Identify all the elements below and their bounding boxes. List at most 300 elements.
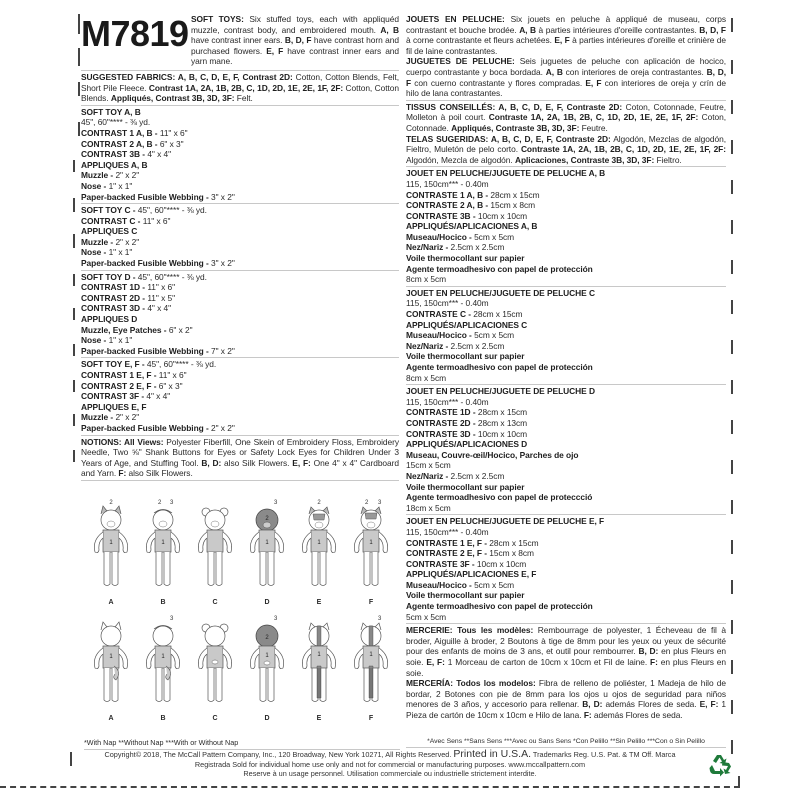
jouet-d-section <box>406 386 726 515</box>
notions-text: Fibra de relleno de poliéster, 1 Madeja de hilo de bordar, 2 Botones con pie de 8mm para los ojos u ojos de seguridad para niños menores de 3 años, y accesorio para rellenar. <box>406 678 726 710</box>
cut-mark <box>731 220 733 234</box>
technical-drawings <box>84 496 400 734</box>
contrast-value: 4" x 4" <box>147 149 172 160</box>
applique-label: Nez/Nariz - <box>406 340 451 351</box>
description-text: à parties intérieures d'oreille contrastantes. <box>536 24 700 35</box>
toy-view-c-back <box>192 612 238 722</box>
webbing-label-fr: Voile thermocollant sur papier <box>406 590 525 601</box>
soft-toy-ab-section <box>81 107 399 204</box>
yardage: 45", 60"**** - ⅜ yd. <box>146 359 217 370</box>
webbing-label-es: Agente termoadhesivo con papel de protección <box>406 362 593 372</box>
webbing-label: Paper-backed Fusible Webbing - <box>81 258 211 269</box>
contrast-value: 10cm x 10cm <box>476 558 527 569</box>
contrast-label: CONTRAST C - <box>81 215 143 226</box>
applique-title: APPLIQUÉS/APLICACIONES E, F <box>406 569 537 580</box>
toy-c-back-icon <box>192 612 238 708</box>
toy-view-f-back <box>348 612 394 722</box>
description-text: Six stuffed toys, each with appliquéd muzzle, contrast body, and embroidered mouth. <box>191 14 399 35</box>
view-label: C <box>212 599 218 606</box>
recycle-icon <box>708 752 734 778</box>
svg-text:2: 2 <box>365 500 369 506</box>
cut-mark <box>731 700 733 714</box>
view-ref: A, B <box>545 66 563 77</box>
cut-mark <box>731 500 733 514</box>
webbing-value: 8cm x 5cm <box>406 274 447 285</box>
view-ref: E, F <box>266 45 284 56</box>
fabrics-label: TISSUS CONSEILLÉS: A, B, C, D, E, F, Contraste 2D: <box>406 101 623 112</box>
applique-value: 2.5cm x 2.5cm <box>450 242 505 253</box>
usage-notice: Registrada Sold for individual home use only and not for commercial or manufacturing purposes. www.mccallpattern.com <box>194 759 586 769</box>
back-views <box>84 612 400 722</box>
yardage: 45", 60"**** - ⅜ yd. <box>137 205 207 216</box>
toy-view-c-front <box>192 496 238 606</box>
contrast-value: 11" x 6" <box>147 282 176 293</box>
contrast-value: 15cm x 8cm <box>490 200 536 211</box>
contrast-value: 11" x 6" <box>159 127 188 138</box>
contrast-label: CONTRAST 1 E, F - <box>81 370 159 380</box>
description-text: have contrast horn and purchased flowers. <box>191 35 400 56</box>
view-ref: B, D, F <box>699 24 727 35</box>
contrast-label: CONTRAST 3B - <box>81 149 148 160</box>
notions-text: además Flores de seda. <box>602 699 700 710</box>
applique-label: Nose - <box>81 180 109 191</box>
section-title: JOUET EN PELUCHE/JUGUETE DE PELUCHE C <box>406 287 595 298</box>
notions-text: Polyester Fiberfill, One Skein of Embroidery Floss, Embroidery Needle, Two ⅝" Shank Buttons for Eyes or Safety Lock Eyes for Children Under 3 Years of Age, and Stuffing Tool. <box>81 436 399 468</box>
applique-label: Museau/Hocico - <box>406 231 475 242</box>
svg-text:1: 1 <box>161 654 165 660</box>
applique-value: 15cm x 5cm <box>406 460 451 471</box>
contrast-label: CONTRASTE C - <box>406 309 474 320</box>
view-label: C <box>212 715 218 722</box>
applique-label: Nose - <box>81 335 109 346</box>
view-label: E <box>316 599 322 606</box>
nap-footnote-fr-es: *Avec Sens **Sans Sens ***Avec ou Sans Sens *Con Pelillo **Sin Pelillo ***Con o Sin Pelillo <box>406 738 726 748</box>
spanish-description <box>406 56 726 100</box>
cut-mark <box>73 344 75 356</box>
description-text: have contrast inner ears. <box>191 35 285 46</box>
jouet-c-section <box>406 288 726 385</box>
contrast-label: CONTRAST 3F - <box>81 391 147 402</box>
view-label: F <box>368 715 374 722</box>
svg-text:1: 1 <box>265 540 269 546</box>
cut-mark <box>73 308 75 320</box>
applique-label: Museau/Hocico - <box>406 330 475 341</box>
notions-label: MERCERIE: Tous les modèles: <box>406 625 534 636</box>
fabrics-text: Felt. <box>234 93 253 104</box>
fabrics-label: Appliqués, Contrast 3B, 3D, 3F: <box>110 93 235 104</box>
view-ref: B, D, F <box>406 66 726 88</box>
applique-value: 2.5cm x 2.5cm <box>450 470 505 481</box>
view-label: D <box>264 599 270 606</box>
webbing-label: Paper-backed Fusible Webbing - <box>81 422 211 433</box>
applique-value: 2" x 2" <box>115 170 140 181</box>
applique-label: Museau, Couvre-œil/Hocico, Parches de ojo <box>406 449 579 460</box>
description-text: con cuerno contrastante y flores compradas. <box>411 77 586 88</box>
webbing-value: 3" x 2" <box>211 191 235 202</box>
printed-in-usa: Printed in U.S.A. <box>453 748 532 760</box>
view-ref: B, D: <box>638 646 659 657</box>
view-label: B <box>160 599 166 606</box>
view-ref: F: <box>650 657 658 668</box>
webbing-label-es: Agente termoadhesivo con papel de protección <box>406 601 593 612</box>
soft-toy-c-section <box>81 205 399 271</box>
view-ref: E, F: <box>292 457 311 468</box>
toy-c-front-icon <box>192 496 238 592</box>
toy-b-front-icon <box>140 496 186 592</box>
cut-mark <box>731 460 733 474</box>
yardage: 45", 60"**** - ⅜ yd. <box>81 117 151 128</box>
contrast-label: CONTRASTE 1 A, B - <box>406 189 491 200</box>
svg-text:3: 3 <box>378 616 382 622</box>
cut-mark <box>73 198 75 212</box>
cut-mark <box>731 340 733 354</box>
svg-text:2: 2 <box>158 500 162 506</box>
yardage: 115, 150cm*** - 0.40m <box>406 178 489 189</box>
fabrics-label: TELAS SUGERIDAS: A, B, C, D, E, F, Contraste 2D: <box>406 133 611 144</box>
applique-label: Muzzle, Eye Patches - <box>81 324 169 335</box>
contrast-label: CONTRASTE 3B - <box>406 210 478 221</box>
copyright-footer <box>70 750 710 779</box>
description-label: JUGUETES DE PELUCHE: <box>406 56 515 67</box>
svg-text:1: 1 <box>109 540 113 546</box>
french-notions <box>406 625 726 678</box>
view-ref: E, F <box>585 77 602 88</box>
english-column <box>81 14 399 482</box>
applique-title: APPLIQUES E, F <box>81 401 147 412</box>
applique-value: 5cm x 5cm <box>474 330 515 341</box>
spanish-notions <box>406 678 726 720</box>
webbing-label: Paper-backed Fusible Webbing - <box>81 191 211 202</box>
webbing-label-fr: Voile thermocollant sur papier <box>406 253 525 264</box>
fabrics-label: Aplicaciones, Contraste 3B, 3D, 3F: <box>514 154 655 165</box>
front-views <box>84 496 400 606</box>
cut-mark <box>73 450 75 462</box>
notions-text: also Silk Flowers. <box>221 457 293 468</box>
contrast-label: CONTRASTE 2 E, F - <box>406 548 490 559</box>
view-label: D <box>264 715 270 722</box>
cut-mark <box>73 234 75 248</box>
contrast-value: 6" x 3" <box>159 138 184 149</box>
spanish-fabrics <box>406 134 726 168</box>
view-label: F <box>368 599 374 606</box>
fabrics-text: Cotton, Cotton Blends. <box>81 82 399 104</box>
applique-value: 2.5cm x 2.5cm <box>450 340 505 351</box>
svg-text:1: 1 <box>161 540 165 546</box>
applique-title: APPLIQUÉS/APLICACIONES C <box>406 319 528 330</box>
contrast-label: CONTRAST 1D - <box>81 282 148 293</box>
notions-label: NOTIONS: All Views: <box>81 436 164 447</box>
section-title: SOFT TOY A, B <box>81 106 141 117</box>
section-title: SOFT TOY E, F - <box>81 359 147 370</box>
description-label: JOUETS EN PELUCHE: <box>406 14 505 24</box>
soft-toy-ef-section <box>81 359 399 435</box>
applique-value: 1" x 1" <box>108 335 133 346</box>
contrast-label: CONTRASTE 3F - <box>406 558 477 569</box>
view-ref: B, D: <box>201 457 222 468</box>
description-label: SOFT TOYS: <box>191 14 244 24</box>
applique-title: APPLIQUES A, B <box>81 159 148 170</box>
contrast-value: 10cm x 10cm <box>477 210 528 221</box>
notions-text: 1 Morceau de carton de 10cm x 10cm et Fil de laine. <box>444 657 651 668</box>
fabrics-text: Cotton, Cotton Blends, Felt, Short Pile Fleece. <box>81 71 399 93</box>
view-ref: A, B <box>519 24 537 35</box>
yardage: 115, 150cm*** - 0.40m <box>406 526 489 537</box>
french-fabrics <box>406 102 726 134</box>
svg-text:2: 2 <box>109 500 113 506</box>
applique-value: 1" x 1" <box>108 247 133 258</box>
view-ref: E, F: <box>699 699 719 710</box>
toy-view-e-front <box>296 496 342 606</box>
svg-text:1: 1 <box>265 653 269 659</box>
cut-mark <box>78 82 80 96</box>
cut-mark <box>731 100 733 114</box>
cut-mark <box>731 180 733 194</box>
yardage: 45", 60"**** - ⅜ yd. <box>137 271 207 282</box>
svg-text:1: 1 <box>369 540 373 546</box>
toy-view-d-front <box>244 496 290 606</box>
toy-view-b-back <box>140 612 186 722</box>
trademark-text: Trademarks Reg. U.S. Pat. & TM Off. Marca <box>531 750 676 759</box>
description <box>191 14 399 67</box>
notions-text: en plus Fleurs en soie. <box>406 657 727 678</box>
fabrics-label: Contraste 1A, 2A, 1B, 2B, C, 1D, 2D, 1E, 2E, 1F, 2F: <box>520 144 726 155</box>
section-title: SOFT TOY C - <box>81 205 138 216</box>
toy-f-back-icon <box>348 612 394 708</box>
view-ref: F: <box>583 710 592 720</box>
fabrics-text: Coton, Cotonnade, Feutre, Molleton à poil court. <box>406 101 726 123</box>
fabrics-text: Algodón, Mezcla de algodón. <box>406 154 515 165</box>
fabrics-label: SUGGESTED FABRICS: A, B, C, D, E, F, Contrast 2D: <box>81 71 293 82</box>
contrast-value: 28cm x 15cm <box>490 189 540 200</box>
section-title: JOUET EN PELUCHE/JUGUETE DE PELUCHE D <box>406 386 595 397</box>
fabrics-label: Contraste 1A, 2A, 1B, 2B, C, 1D, 2D, 1E, 2E, 1F, 2F: <box>488 112 699 123</box>
suggested-fabrics <box>81 72 399 106</box>
cut-mark <box>731 580 733 594</box>
webbing-label-es: Agente termoadhesivo con papel de proteccció <box>406 492 593 503</box>
header-block <box>81 14 399 71</box>
cut-mark <box>78 122 80 136</box>
toy-d-back-icon <box>244 612 290 708</box>
view-label: A <box>108 599 114 606</box>
cut-mark <box>731 18 733 32</box>
contrast-value: 28cm x 15cm <box>477 407 528 418</box>
cut-mark <box>731 660 733 674</box>
applique-label: Muzzle - <box>81 412 116 423</box>
contrast-value: 10cm x 10cm <box>477 428 528 439</box>
view-ref: B, D: <box>582 699 603 710</box>
fabrics-label: Appliqués, Contraste 3B, 3D, 3F: <box>451 122 580 133</box>
toy-f-front-icon <box>348 496 394 592</box>
cut-mark <box>73 414 75 426</box>
description-text: con interiores de oreja y crín de hilo de lana contrastantes. <box>406 77 726 99</box>
fabrics-text: Coton, Cotonnade. <box>406 112 726 133</box>
svg-text:1: 1 <box>317 540 321 546</box>
contrast-label: CONTRASTE 2 A, B - <box>406 200 491 211</box>
toy-view-a-front <box>88 496 134 606</box>
toy-view-b-front <box>140 496 186 606</box>
description-text: Seis juguetes de peluche con aplicación de hocico, cuerpo contrastante y boca bordada. <box>406 56 726 77</box>
view-label: E <box>316 715 322 722</box>
webbing-value: 3" x 2" <box>211 258 235 269</box>
jouet-ab-section <box>406 168 726 287</box>
contrast-value: 4" x 4" <box>147 303 172 314</box>
applique-value: 1" x 1" <box>108 180 133 191</box>
svg-text:3: 3 <box>378 500 382 506</box>
applique-label: Museau/Hocico - <box>406 579 475 590</box>
contrast-label: CONTRAST 2 A, B - <box>81 138 160 149</box>
view-label: A <box>108 715 114 722</box>
fabrics-text: Fieltro. <box>654 154 682 165</box>
contrast-value: 28cm x 15cm <box>473 309 523 320</box>
cut-mark <box>731 300 733 314</box>
notions-text: 1 Pieza de cartón de 10cm x 10cm e Hilo de lana. <box>406 699 727 720</box>
usage-notice-fr: Reserve à un usage personnel. Utilisation commerciale ou industrielle strictement interdite. <box>243 769 537 778</box>
toy-e-back-icon <box>296 612 342 708</box>
webbing-value: 18cm x 5cm <box>406 502 451 513</box>
view-ref: E, F <box>554 35 570 46</box>
cut-mark <box>731 60 733 74</box>
applique-label: Nose - <box>81 247 109 258</box>
applique-value: 5cm x 5cm <box>474 231 515 242</box>
toy-e-front-icon <box>296 496 342 592</box>
svg-text:3: 3 <box>274 500 278 506</box>
contrast-value: 11" x 5" <box>147 292 176 303</box>
applique-title: APPLIQUÉS/APLICACIONES A, B <box>406 221 538 232</box>
yardage: 115, 150cm*** - 0.40m <box>406 298 489 309</box>
description-text: à corne contrastante et fleurs achetées. <box>406 35 555 46</box>
toy-view-d-back <box>244 612 290 722</box>
contrast-label: CONTRAST 1 A, B - <box>81 127 160 138</box>
contrast-label: CONTRASTE 3D - <box>406 428 478 439</box>
cut-mark <box>731 380 733 394</box>
svg-text:1: 1 <box>369 652 373 658</box>
section-title: JOUET EN PELUCHE/JUGUETE DE PELUCHE A, B <box>406 168 606 179</box>
soft-toy-d-section <box>81 272 399 359</box>
cut-mark <box>73 274 75 286</box>
section-title: JOUET EN PELUCHE/JUGUETE DE PELUCHE E, F <box>406 516 605 527</box>
cut-mark <box>73 160 75 172</box>
notions-label: MERCERÍA: Todos los modelos: <box>406 678 536 689</box>
svg-text:2: 2 <box>265 635 269 641</box>
contrast-value: 11" x 6" <box>158 370 187 380</box>
applique-label: Nez/Nariz - <box>406 242 451 253</box>
description-text: à parties intérieures d'oreille et crinière de fil de laine contrastantes. <box>406 35 727 56</box>
contrast-value: 28cm x 15cm <box>489 537 539 548</box>
svg-text:1: 1 <box>317 652 321 658</box>
notions <box>81 437 399 481</box>
french-description <box>406 14 726 56</box>
contrast-label: CONTRAST 3D - <box>81 303 148 314</box>
webbing-value: 5cm x 5cm <box>406 611 447 622</box>
cut-line-corner <box>738 776 740 788</box>
toy-view-f-front <box>348 496 394 606</box>
webbing-label-es: Agente termoadhesivo con papel de protección <box>406 263 593 274</box>
webbing-value: 7" x 2" <box>211 345 235 356</box>
webbing-value: 2" x 2" <box>211 422 235 433</box>
toy-view-a-back <box>88 612 134 722</box>
contrast-value: 6" x 3" <box>158 380 183 391</box>
french-spanish-column <box>406 14 726 721</box>
applique-label: Muzzle - <box>81 170 116 181</box>
svg-text:1: 1 <box>109 654 113 660</box>
applique-value: 2" x 2" <box>115 236 140 247</box>
view-ref: B, D, F <box>284 35 312 46</box>
cut-mark <box>78 14 80 34</box>
cut-mark <box>78 48 80 66</box>
svg-text:3: 3 <box>274 616 278 622</box>
cut-mark <box>731 260 733 274</box>
nap-footnote: *With Nap **Without Nap ***With or Without Nap <box>84 738 400 750</box>
jouet-ef-section <box>406 516 726 624</box>
svg-text:2: 2 <box>317 500 321 506</box>
toy-view-e-back <box>296 612 342 722</box>
applique-label: Muzzle - <box>81 236 116 247</box>
contrast-value: 28cm x 13cm <box>477 417 528 428</box>
svg-text:2: 2 <box>265 516 269 522</box>
contrast-label: CONTRASTE 1 E, F - <box>406 537 490 548</box>
contrast-label: CONTRAST 2D - <box>81 292 148 303</box>
view-label: B <box>160 715 166 722</box>
style-number: M7819 <box>81 13 189 54</box>
webbing-value: 8cm x 5cm <box>406 372 447 383</box>
section-title: SOFT TOY D - <box>81 271 138 282</box>
applique-title: APPLIQUES D <box>81 314 138 325</box>
contrast-value: 15cm x 8cm <box>489 548 534 559</box>
contrast-value: 11" x 6" <box>142 215 171 226</box>
toy-a-back-icon <box>88 612 134 708</box>
webbing-label-fr: Voile thermocollant sur papier <box>406 481 525 492</box>
contrast-label: CONTRASTE 1D - <box>406 407 478 418</box>
fabrics-text: Feutre. <box>579 122 608 133</box>
yardage: 115, 150cm*** - 0.40m <box>406 396 489 407</box>
toy-b-back-icon <box>140 612 186 708</box>
cut-mark <box>731 620 733 634</box>
notions-text: also Silk Flowers. <box>126 468 193 479</box>
cut-mark <box>731 420 733 434</box>
applique-value: 6" x 2" <box>168 324 193 335</box>
description-text: Six jouets en peluche à appliqué de museau, corps contrastant et bouche brodée. <box>406 14 726 35</box>
fabrics-text: Algodón, Mezclas de algodón, Fieltro, Muletón de pelo corto. <box>406 133 727 155</box>
webbing-label: Paper-backed Fusible Webbing - <box>81 345 211 356</box>
notions-text: Rembourrage de polyester, 1 Écheveau de fil à broder, Aiguille à broder, 2 Boutons à tige de 8mm pour les yeux ou yeux de sécurité pour des enfants de moins de 3 ans, et outil pour rembourrer. <box>406 625 726 657</box>
contrast-value: 4" x 4" <box>146 391 171 402</box>
cut-mark <box>731 540 733 554</box>
applique-title: APPLIQUES C <box>81 226 138 237</box>
view-ref: A, B <box>380 24 399 35</box>
svg-text:3: 3 <box>170 616 174 622</box>
cut-mark <box>73 380 75 392</box>
toy-d-front-icon <box>244 496 290 592</box>
notions-text: además Flores de seda. <box>591 710 683 720</box>
description-text: have contrast inner ears and yarn mane. <box>191 45 400 67</box>
svg-text:3: 3 <box>170 500 174 506</box>
cut-mark <box>731 140 733 154</box>
toy-a-front-icon <box>88 496 134 592</box>
applique-title: APPLIQUÉS/APLICACIONES D <box>406 439 528 450</box>
description-text: con interiores de oreja contrastantes. <box>562 66 707 77</box>
notions-text: One 4" x 4" Cardboard and Yarn. <box>81 457 399 479</box>
copyright-text: Copyright© 2018, The McCall Pattern Company, Inc., 120 Broadway, New York 10271, All Rights Reserved. <box>104 750 454 759</box>
view-ref: F: <box>118 468 127 479</box>
applique-value: 5cm x 5cm <box>474 579 515 590</box>
contrast-label: CONTRAST 2 E, F - <box>81 380 159 391</box>
cut-line <box>0 786 740 789</box>
view-ref: E, F: <box>426 657 445 668</box>
applique-value: 2" x 2" <box>115 412 140 423</box>
applique-label: Nez/Nariz - <box>406 470 451 481</box>
notions-text: en plus Fleurs en soie. <box>406 646 726 668</box>
webbing-label-fr: Voile thermocollant sur papier <box>406 351 525 362</box>
